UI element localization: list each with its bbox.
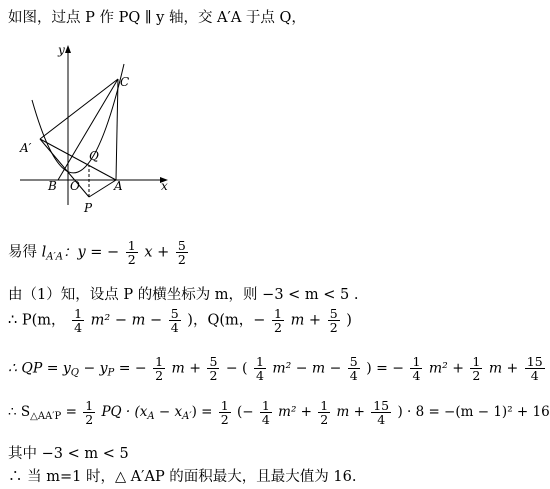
line-condition: 其中 −3 < m < 5 [8,446,129,462]
label-a-prime: A′ [20,141,32,155]
label-y: y [58,43,65,57]
line-qp-length: ∴ QP = $y_Q - y_P$ = − $\frac{1}{2}$ m + $\frac{5}{2}$ − ( $\frac{1}{4}$ m² − m − $\frac{5}{4}$ ) = − $\frac{1}{4}$ m² + $\frac{1}{2}$ m + $\frac{15}{4}$ [8,354,543,383]
y-axis-arrow-icon [65,45,71,53]
label-q: Q [89,149,99,163]
parabola [32,64,124,173]
label-a: A [114,179,123,193]
label-b: B [48,179,57,193]
line-conclusion: ∴ 当 m=1 时，△ A′AP 的面积最大，且最大值为 16. [8,469,357,485]
label-x: x [161,179,168,193]
label-p: P [84,201,93,215]
intro-text: 如图，过点 P 作 PQ ∥ y 轴，交 A′A 于点 Q， [8,10,306,26]
label-o: O [70,179,80,193]
label-c: C [120,75,130,89]
line-area-expression: ∴ $S_{\triangle AA'P}$ = $\frac{1}{2}$ PQ · $(x_A - x_{A'})$ = $\frac{1}{2}$ (− $\frac{1}{4}$ m² + $\frac{1}{2}$ m + $\frac{15}{4}$ ) · 8 = −(m − 1)² + 16 [8,398,550,427]
segment-a-prime-a [40,139,116,180]
segment-a-prime-c [40,79,118,139]
line-equation-a-prime-a: 易得 $l_{A'A}$：y = − $\frac{1}{2}$ x + $\frac{5}{2}$ [8,238,186,267]
segment-a-p [89,180,116,197]
line-range-of-m: 由（1）知，设点 P 的横坐标为 m，则 −3 < m < 5 . [8,287,359,303]
line-coordinates-p-q: ∴ P(m， $\frac{1}{4}$ m² − m − $\frac{5}{4}$ )，Q(m，− $\frac{1}{2}$ m + $\frac{5}{2}$ ) [8,306,352,335]
